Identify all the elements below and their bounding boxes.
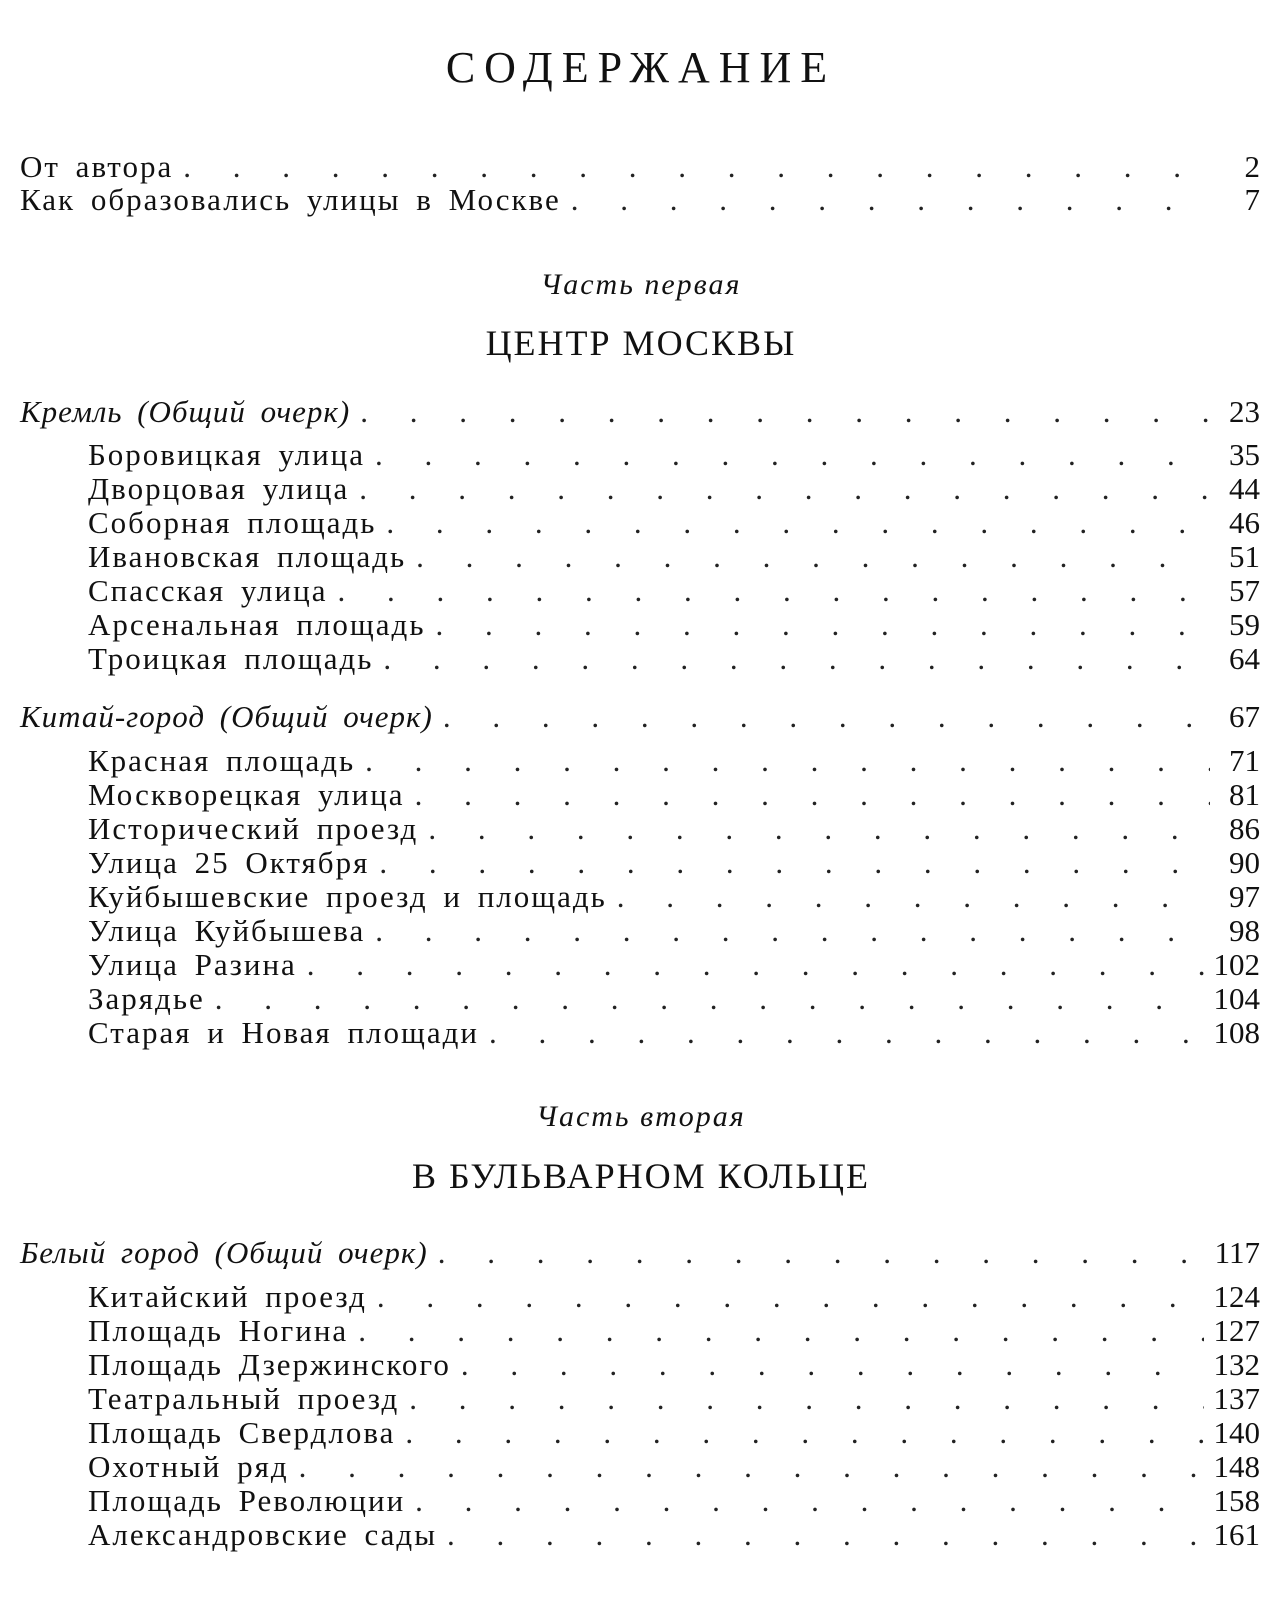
entry-page: 2	[1244, 149, 1260, 184]
toc-entry	[88, 574, 1260, 608]
section-heading: ЦЕНТР МОСКВЫ	[485, 323, 797, 363]
page-title: СОДЕРЖАНИЕ	[445, 43, 837, 92]
entry-page: 97	[1229, 879, 1260, 914]
entry-page: 71	[1229, 743, 1260, 778]
toc-entry	[88, 1382, 1260, 1416]
toc-group-entry	[20, 395, 1260, 429]
entry-page: 57	[1229, 573, 1260, 608]
toc-entry	[88, 1016, 1260, 1050]
dot-leader	[359, 472, 1210, 506]
toc-group-entry	[20, 700, 1260, 734]
entry-label: Дворцовая улица	[88, 471, 350, 506]
dot-leader	[435, 608, 1210, 642]
toc-entry	[88, 642, 1260, 676]
entry-page: 67	[1229, 699, 1260, 734]
toc-entry	[88, 1518, 1260, 1552]
entry-label: Площадь Революции	[88, 1483, 406, 1518]
toc-entry	[88, 778, 1260, 812]
dot-leader	[571, 183, 1210, 217]
dot-leader	[379, 846, 1210, 880]
toc-entry	[88, 1314, 1260, 1348]
entry-page: 59	[1229, 607, 1260, 642]
dot-leader	[299, 1450, 1204, 1484]
entry-label: Красная площадь	[88, 743, 356, 778]
entry-page: 81	[1229, 777, 1260, 812]
dot-leader	[183, 150, 1210, 184]
toc-entry	[20, 183, 1260, 217]
entry-page: 64	[1229, 641, 1260, 676]
dot-leader	[375, 914, 1210, 948]
entry-label: Белый город (Общий очерк)	[20, 1235, 428, 1270]
entry-label: Ивановская площадь	[88, 539, 407, 574]
entry-label: Как образовались улицы в Москве	[20, 182, 561, 217]
entry-page: 98	[1229, 913, 1260, 948]
toc-entry	[88, 506, 1260, 540]
entry-label: Спасская улица	[88, 573, 328, 608]
toc-entry	[88, 1484, 1260, 1518]
dot-leader	[215, 982, 1204, 1016]
dot-leader	[415, 778, 1210, 812]
toc-entry	[88, 948, 1260, 982]
toc-entry	[88, 914, 1260, 948]
entry-label: Исторический проезд	[88, 811, 419, 846]
toc-entry	[88, 540, 1260, 574]
entry-page: 90	[1229, 845, 1260, 880]
entry-label: Александровские сады	[88, 1517, 438, 1552]
entry-page: 127	[1213, 1313, 1260, 1348]
dot-leader	[365, 744, 1210, 778]
dot-leader	[443, 700, 1210, 734]
entry-label: Китайский проезд	[88, 1279, 367, 1314]
dot-leader	[377, 1280, 1204, 1314]
toc-entry	[88, 1450, 1260, 1484]
toc-entry	[88, 846, 1260, 880]
entry-page: 132	[1213, 1347, 1260, 1382]
dot-leader	[428, 812, 1210, 846]
entry-label: Улица Разина	[88, 947, 297, 982]
dot-leader	[375, 438, 1210, 472]
toc-group-entry	[20, 1236, 1260, 1270]
entry-page: 161	[1213, 1517, 1260, 1552]
dot-leader	[438, 1236, 1205, 1270]
entry-page: 86	[1229, 811, 1260, 846]
entry-page: 46	[1229, 505, 1260, 540]
part-heading: Часть вторая	[536, 1100, 746, 1133]
dot-leader	[461, 1348, 1204, 1382]
entry-page: 51	[1229, 539, 1260, 574]
dot-leader	[617, 880, 1210, 914]
toc-entry	[88, 1348, 1260, 1382]
entry-page: 148	[1213, 1449, 1260, 1484]
entry-label: Улица 25 Октября	[88, 845, 370, 880]
entry-page: 104	[1213, 981, 1260, 1016]
dot-leader	[405, 1416, 1203, 1450]
dot-leader	[409, 1382, 1203, 1416]
toc-entry	[88, 1416, 1260, 1450]
dot-leader	[360, 395, 1210, 429]
toc-entry	[88, 438, 1260, 472]
toc-entry	[88, 472, 1260, 506]
dot-leader	[307, 948, 1204, 982]
entry-page: 102	[1213, 947, 1260, 982]
entry-label: Улица Куйбышева	[88, 913, 366, 948]
entry-label: Старая и Новая площади	[88, 1015, 479, 1050]
entry-page: 7	[1244, 182, 1260, 217]
entry-label: Куйбышевские проезд и площадь	[88, 879, 607, 914]
entry-label: Площадь Свердлова	[88, 1415, 396, 1450]
entry-page: 35	[1229, 437, 1260, 472]
entry-page: 23	[1229, 394, 1260, 429]
entry-label: Соборная площадь	[88, 505, 377, 540]
toc-entry	[88, 812, 1260, 846]
entry-label: Площадь Дзержинского	[88, 1347, 451, 1382]
entry-label: Китай-город (Общий очерк)	[20, 699, 433, 734]
entry-label: Театральный проезд	[88, 1381, 400, 1416]
entry-label: Зарядье	[88, 981, 205, 1016]
section-heading: В БУЛЬВАРНОМ КОЛЬЦЕ	[411, 1156, 871, 1196]
toc-entry	[88, 1280, 1260, 1314]
entry-label: Арсенальная площадь	[88, 607, 426, 642]
entry-page: 137	[1213, 1381, 1260, 1416]
toc-entry	[88, 608, 1260, 642]
entry-page: 117	[1214, 1235, 1260, 1270]
entry-page: 158	[1213, 1483, 1260, 1518]
dot-leader	[358, 1314, 1203, 1348]
toc-entry	[88, 744, 1260, 778]
toc-entry	[88, 880, 1260, 914]
dot-leader	[447, 1518, 1203, 1552]
dot-leader	[416, 540, 1210, 574]
toc-entry	[20, 150, 1260, 184]
entry-label: Охотный ряд	[88, 1449, 289, 1484]
dot-leader	[415, 1484, 1203, 1518]
entry-label: Кремль (Общий очерк)	[20, 394, 351, 429]
entry-page: 124	[1213, 1279, 1260, 1314]
entry-label: Троицкая площадь	[88, 641, 374, 676]
dot-leader	[337, 574, 1210, 608]
dot-leader	[386, 506, 1210, 540]
entry-page: 140	[1213, 1415, 1260, 1450]
entry-label: Боровицкая улица	[88, 437, 366, 472]
toc-entry	[88, 982, 1260, 1016]
entry-label: От автора	[20, 149, 174, 184]
entry-label: Москворецкая улица	[88, 777, 405, 812]
dot-leader	[489, 1016, 1204, 1050]
entry-label: Площадь Ногина	[88, 1313, 349, 1348]
entry-page: 44	[1229, 471, 1260, 506]
entry-page: 108	[1213, 1015, 1260, 1050]
part-heading: Часть первая	[540, 268, 742, 301]
dot-leader	[383, 642, 1210, 676]
